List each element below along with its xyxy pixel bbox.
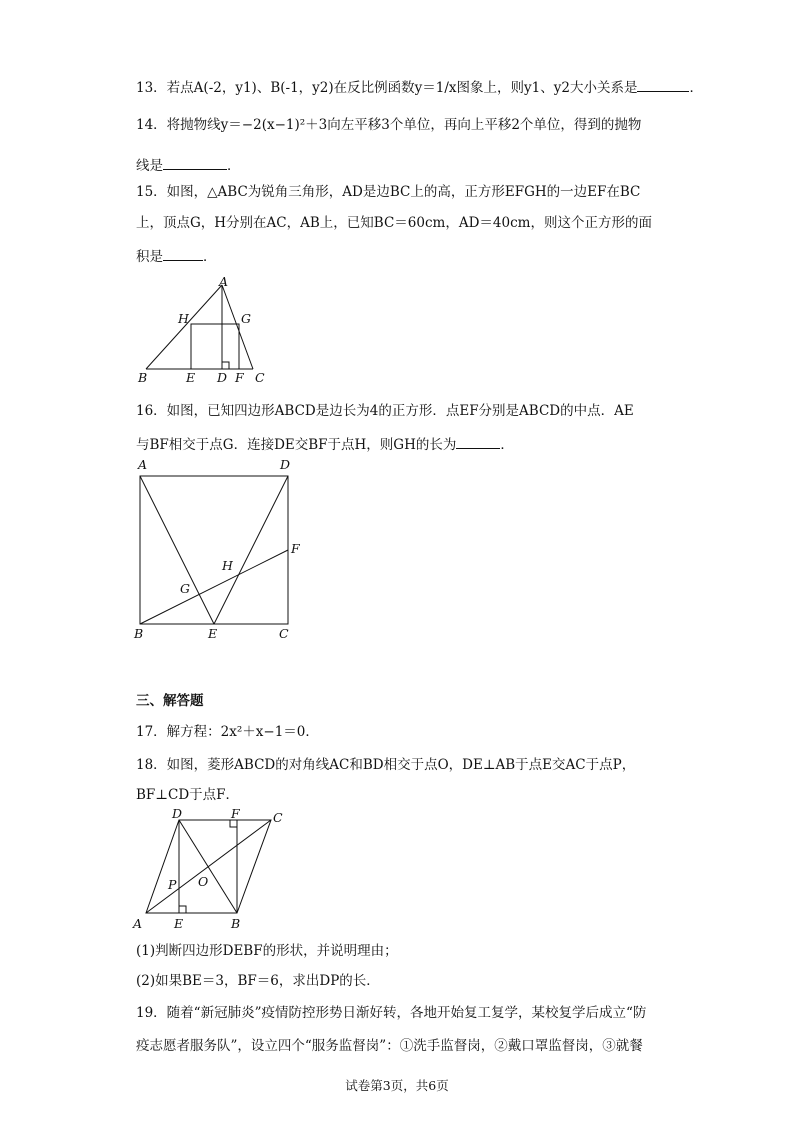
- label-b: B: [134, 626, 144, 641]
- question-15-line-2: 上，顶点G，H分别在AC，AB上，已知BC＝60cm，AD＝40cm，则这个正方形的面: [136, 215, 652, 231]
- question-15-line-3: 积是 ．: [136, 246, 217, 265]
- question-15-line-1: 15．如图，△ABC为锐角三角形，AD是边BC上的高，正方形EFGH的一边EF在BC: [136, 184, 641, 200]
- question-14-line-2: 线是 ．: [136, 155, 241, 174]
- label-f: F: [291, 541, 300, 556]
- question-13-text: 13．若点A(-2，y1)、B(-1，y2)在反比例函数y＝1/x图象上，则y1、y2大小关系是: [136, 80, 638, 96]
- label-f: F: [231, 808, 240, 821]
- question-19-line-1: 19．随着“新冠肺炎”疫情防控形势日渐好转，各地开始复工复学，某校复学后成立“防: [136, 1005, 647, 1021]
- segment-ac: [222, 285, 253, 369]
- label-b: B: [138, 370, 148, 385]
- label-e: E: [208, 626, 218, 641]
- answer-blank[interactable]: [637, 77, 689, 92]
- label-a: A: [133, 916, 143, 931]
- diagonal-bd: [179, 820, 237, 913]
- label-h: H: [178, 311, 189, 326]
- label-c: C: [255, 370, 265, 385]
- label-c: C: [279, 626, 289, 641]
- square-abcd: [140, 476, 288, 624]
- question-18-line-2: BF⊥CD于点F．: [136, 787, 240, 803]
- figure-square-abcd: [130, 455, 315, 645]
- right-angle-mark: [222, 362, 229, 369]
- question-18-line-1: 18．如图，菱形ABCD的对角线AC和BD相交于点O，DE⊥AB于点E交AC于点P，: [136, 757, 636, 773]
- section-title: 三、解答题: [136, 693, 204, 709]
- segment-bf: [140, 550, 288, 624]
- figure-triangle-square: [130, 272, 280, 392]
- label-o: O: [198, 874, 209, 889]
- label-e: E: [174, 916, 184, 931]
- answer-blank[interactable]: [456, 434, 500, 449]
- label-e: E: [186, 370, 196, 385]
- question-19-line-2: 疫志愿者服务队”，设立四个“服务监督岗”：①洗手监督岗，②戴口罩监督岗，③就餐: [136, 1038, 643, 1054]
- segment-de: [214, 476, 288, 624]
- label-c: C: [273, 810, 283, 825]
- label-a: A: [138, 457, 148, 472]
- square-efgh: [191, 324, 239, 369]
- label-g: G: [180, 581, 190, 596]
- label-b: B: [231, 916, 241, 931]
- label-f: F: [235, 370, 244, 385]
- label-d: D: [280, 457, 291, 472]
- question-16-line-2: 与BF相交于点G．连接DE交BF于点H，则GH的长为 ．: [136, 434, 514, 453]
- page-footer: 试卷第3页，共6页: [345, 1078, 449, 1093]
- right-angle-mark-e: [179, 906, 186, 913]
- answer-blank[interactable]: [163, 155, 227, 170]
- answer-blank[interactable]: [163, 246, 203, 261]
- segment-ae: [140, 476, 214, 624]
- question-14-line-1: 14．将抛物线y＝−2(x−1)²＋3向左平移3个单位，再向上平移2个单位，得到的抛物: [136, 117, 642, 133]
- question-16-line-1: 16．如图，已知四边形ABCD是边长为4的正方形．点EF分别是ABCD的中点．AE: [136, 403, 634, 419]
- label-d: D: [172, 808, 183, 821]
- question-18-sub-2: (2)如果BE＝3，BF＝6，求出DP的长．: [136, 973, 380, 989]
- question-17: 17．解方程：2x²＋x−1＝0．: [136, 724, 319, 740]
- label-g: G: [241, 311, 251, 326]
- figure-rhombus-abcd: [130, 808, 295, 938]
- label-a: A: [219, 274, 229, 289]
- label-d: D: [217, 370, 228, 385]
- right-angle-mark-f: [230, 820, 237, 827]
- segment-ab: [146, 285, 222, 369]
- question-13: 13．若点A(-2，y1)、B(-1，y2)在反比例函数y＝1/x图象上，则y1、y2大小关系是 ．: [136, 77, 703, 96]
- label-h: H: [222, 558, 233, 573]
- question-18-sub-1: (1)判断四边形DEBF的形状，并说明理由；: [136, 943, 398, 959]
- label-p: P: [168, 877, 177, 892]
